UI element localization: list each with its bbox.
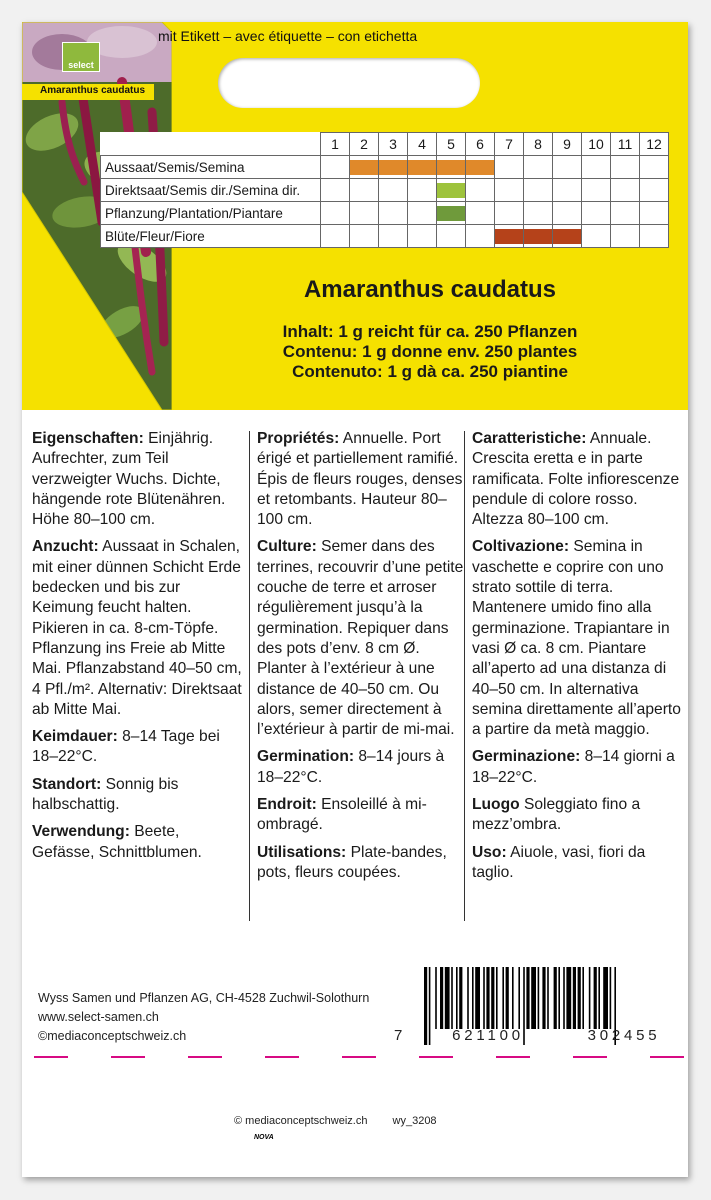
instruction-section xyxy=(257,429,471,530)
calendar-cell xyxy=(321,225,350,248)
company-address xyxy=(38,989,369,1046)
barcode-bar xyxy=(512,967,514,1029)
footer xyxy=(234,1115,459,1127)
perforation-dash xyxy=(188,1056,222,1058)
barcode-bar xyxy=(558,967,560,1029)
calendar-cell xyxy=(321,179,350,202)
month-1: 1 xyxy=(321,133,350,156)
section-heading: Anzucht: xyxy=(32,538,99,556)
perforation-dash xyxy=(496,1056,530,1058)
calendar-bar xyxy=(437,183,465,198)
calendar-cell xyxy=(437,225,466,248)
calendar-bar xyxy=(495,229,523,244)
contents-de: Inhalt: 1 g reicht für ca. 250 Pflanzen xyxy=(282,322,578,341)
section-text: Semina in vaschette e coprire con uno strato sottile di terra. Mantenere umido fino alla germinazione. Trapiantare in vasi Ø ca. 8 cm. Piantare all’aperto ad una distanza di 40–50 cm. In alternativa semina direttamente all’aperto a partire da metà maggio. xyxy=(472,538,681,739)
calendar-cell xyxy=(553,156,582,179)
section-text: Aiuole, vasi, fiori da taglio. xyxy=(472,843,646,881)
contents-info xyxy=(172,322,688,382)
section-text: Sonnig bis halbschattig. xyxy=(32,775,179,814)
calendar-cell xyxy=(524,179,553,202)
calendar-cell xyxy=(379,202,408,225)
calendar-cell xyxy=(582,202,611,225)
barcode-bar xyxy=(459,967,462,1029)
section-heading: Standort: xyxy=(32,775,102,793)
section-text: Annuelle. Port érigé et partiellement ramifié. Épis de fleurs rouges, denses et retombants. Hauteur 80–100 cm. xyxy=(257,430,463,529)
growing-calendar xyxy=(100,132,669,248)
perforation-dash xyxy=(111,1056,145,1058)
column-french xyxy=(257,429,471,890)
section-text: Semer dans des terrines, recouvrir d’une petite couche de terre et arroser régulièrement jusqu’à la germination. Repiquer dans des pots d’env. 8 cm Ø. Planter à l’extérieur à une distance de 40–50 cm. Ou alors, semer directement à l’extérieur à partir de mi-mai. xyxy=(257,538,464,739)
footer-copyright: © mediaconceptschweiz.ch xyxy=(234,1115,368,1127)
section-heading: Propriétés: xyxy=(257,430,340,447)
month-9: 9 xyxy=(553,133,582,156)
instruction-section xyxy=(472,429,686,530)
company-website: www.select-samen.ch xyxy=(38,1010,159,1024)
calendar-cell xyxy=(408,156,437,179)
calendar-cell xyxy=(640,156,669,179)
calendar-cell xyxy=(495,225,524,248)
instruction-section xyxy=(257,795,471,836)
barcode-bar xyxy=(598,967,600,1029)
month-10: 10 xyxy=(582,133,611,156)
calendar-cell xyxy=(640,202,669,225)
barcode-digit-first: 7 xyxy=(394,1027,403,1044)
section-heading: Verwendung: xyxy=(32,823,130,841)
section-text: 8–14 giorni a 18–22°C. xyxy=(472,748,675,786)
calendar-month-row xyxy=(101,133,669,156)
calendar-cell xyxy=(466,156,495,179)
instruction-section xyxy=(472,843,686,884)
column-divider xyxy=(464,431,465,921)
barcode-bar xyxy=(518,967,520,1029)
seed-packet-back xyxy=(22,22,688,1177)
calendar-cell xyxy=(437,156,466,179)
calendar-cell xyxy=(611,202,640,225)
calendar-cell xyxy=(611,156,640,179)
calendar-bar xyxy=(524,229,552,244)
section-heading: Luogo xyxy=(472,796,520,814)
instruction-section xyxy=(257,537,471,740)
calendar-cell xyxy=(524,156,553,179)
calendar-cell xyxy=(466,225,495,248)
month-12: 12 xyxy=(640,133,669,156)
barcode-bar xyxy=(554,967,557,1029)
barcode-bar xyxy=(475,967,480,1029)
calendar-row-label: Direktsaat/Semis dir./Semina dir. xyxy=(101,179,321,202)
section-text: Aussaat in Schalen, mit einer dünnen Schicht Erde bedecken und bis zur Keimung feucht halten. Pikieren in ca. 8-cm-Töpfe. Pflanzung ins Freie ab Mitte Mai. Pflanzabstand 40–50 cm, 4 Pfl./m². Alternativ: Direktsaat ab Mitte Mai. xyxy=(32,538,242,718)
calendar-cell xyxy=(466,202,495,225)
brand-logo-text: select xyxy=(68,60,94,70)
calendar-cell xyxy=(437,202,466,225)
calendar-cell xyxy=(553,202,582,225)
company-name: Wyss Samen und Pflanzen AG, CH-4528 Zuchwil-Solothurn xyxy=(38,991,370,1005)
calendar-cell xyxy=(321,202,350,225)
month-4: 4 xyxy=(408,133,437,156)
instruction-section xyxy=(32,822,246,863)
contents-it: Contenuto: 1 g dà ca. 250 piantine xyxy=(292,362,568,381)
hang-hole xyxy=(218,58,480,108)
perforation-dash xyxy=(573,1056,607,1058)
perforation-dash xyxy=(419,1056,453,1058)
calendar-cell xyxy=(611,179,640,202)
barcode-bar xyxy=(483,967,485,1029)
calendar-cell xyxy=(495,202,524,225)
calendar-cell xyxy=(582,156,611,179)
calendar-cell xyxy=(350,179,379,202)
calendar-cell xyxy=(495,156,524,179)
contents-fr: Contenu: 1 g donne env. 250 plantes xyxy=(282,342,578,361)
instruction-section xyxy=(257,747,471,788)
calendar-row-label: Pflanzung/Plantation/Piantare xyxy=(101,202,321,225)
calendar-cell xyxy=(408,179,437,202)
barcode-bar xyxy=(594,967,597,1029)
perforation-marks xyxy=(34,1056,674,1060)
calendar-cell xyxy=(582,225,611,248)
barcode-bar xyxy=(456,967,458,1029)
instruction-section xyxy=(32,537,246,720)
barcode-bar xyxy=(542,967,545,1029)
barcode-bar xyxy=(440,967,443,1029)
calendar-row-label: Blüte/Fleur/Fiore xyxy=(101,225,321,248)
calendar-cell xyxy=(495,179,524,202)
calendar-cell xyxy=(611,225,640,248)
month-5: 5 xyxy=(437,133,466,156)
section-heading: Coltivazione: xyxy=(472,538,570,556)
barcode-bar xyxy=(582,967,584,1029)
section-heading: Utilisations: xyxy=(257,843,347,861)
label-note: mit Etikett – avec étiquette – con etichetta xyxy=(158,28,418,44)
header-panel xyxy=(22,22,688,410)
month-3: 3 xyxy=(379,133,408,156)
calendar-bar xyxy=(553,229,581,244)
barcode-bar xyxy=(467,967,469,1029)
calendar-cell xyxy=(553,225,582,248)
calendar-row-planting xyxy=(101,202,669,225)
barcode-bar xyxy=(573,967,576,1029)
section-heading: Keimdauer: xyxy=(32,728,118,746)
instructions xyxy=(32,429,682,929)
section-heading: Culture: xyxy=(257,538,317,556)
barcode-bar xyxy=(603,967,608,1029)
perforation-dash xyxy=(342,1056,376,1058)
company-copyright: ©mediaconceptschweiz.ch xyxy=(38,1029,187,1043)
calendar-cell xyxy=(350,156,379,179)
barcode-bar xyxy=(435,967,437,1029)
barcode-bar xyxy=(491,967,494,1029)
column-german xyxy=(32,429,246,870)
section-text: Soleggiato fino a mezz’ombra. xyxy=(472,796,641,834)
month-6: 6 xyxy=(466,133,495,156)
barcode-bar xyxy=(566,967,571,1029)
instruction-section xyxy=(32,775,246,816)
barcode-digit-group-right: 302455 xyxy=(587,1027,661,1044)
instruction-section xyxy=(472,537,686,740)
calendar-bar xyxy=(379,160,407,175)
barcode-bar xyxy=(496,967,498,1029)
instruction-section xyxy=(32,727,246,768)
calendar-bar xyxy=(466,160,494,175)
calendar-cell xyxy=(379,225,408,248)
footer-code: wy_3208 xyxy=(392,1115,437,1127)
barcode-bar xyxy=(589,967,591,1029)
column-divider xyxy=(249,431,250,921)
month-7: 7 xyxy=(495,133,524,156)
barcode-bar xyxy=(610,967,612,1029)
section-text: 8–14 jours à 18–22°C. xyxy=(257,748,445,786)
barcode-bar xyxy=(531,967,536,1029)
calendar-cell xyxy=(350,225,379,248)
barcode-bar xyxy=(538,967,540,1029)
calendar-bar xyxy=(408,160,436,175)
calendar-cell xyxy=(437,179,466,202)
instruction-section xyxy=(472,795,686,836)
calendar-cell xyxy=(379,156,408,179)
calendar-bar xyxy=(437,160,465,175)
section-text: 8–14 Tage bei 18–22°C. xyxy=(32,728,220,766)
section-text: Einjährig. Aufrechter, zum Teil verzweigter Wuchs. Dichte, hängende rote Blütenähren. Höhe 80–100 cm. xyxy=(32,430,226,529)
month-8: 8 xyxy=(524,133,553,156)
section-text: Plate-bandes, pots, fleurs coupées. xyxy=(257,843,447,881)
instruction-section xyxy=(32,429,246,530)
calendar-cell xyxy=(640,225,669,248)
perforation-dash xyxy=(265,1056,299,1058)
section-heading: Germinazione: xyxy=(472,748,581,766)
calendar-row-direct-sowing xyxy=(101,179,669,202)
calendar-cell xyxy=(379,179,408,202)
calendar-cell xyxy=(582,179,611,202)
calendar-row-sowing xyxy=(101,156,669,179)
calendar-cell xyxy=(350,202,379,225)
section-heading: Endroit: xyxy=(257,796,317,814)
calendar-bar xyxy=(350,160,378,175)
brand-logo xyxy=(62,42,100,72)
calendar-cell xyxy=(408,225,437,248)
month-2: 2 xyxy=(350,133,379,156)
month-11: 11 xyxy=(611,133,640,156)
section-heading: Germination: xyxy=(257,748,355,766)
barcode-digits xyxy=(394,1027,688,1044)
section-heading: Eigenschaften: xyxy=(32,430,144,447)
calendar-cell xyxy=(466,179,495,202)
barcode-bar xyxy=(578,967,581,1029)
calendar-cell xyxy=(321,156,350,179)
perforation-dash xyxy=(650,1056,684,1058)
calendar-row-flowering xyxy=(101,225,669,248)
section-text: Beete, Gefässe, Schnittblumen. xyxy=(32,823,202,861)
barcode-bar xyxy=(526,967,529,1029)
product-title: Amaranthus caudatus xyxy=(303,276,557,303)
calendar-row-label: Aussaat/Semis/Semina xyxy=(101,156,321,179)
barcode-bar xyxy=(547,967,549,1029)
column-italian xyxy=(472,429,686,890)
calendar-cell xyxy=(408,202,437,225)
barcode-bar xyxy=(445,967,450,1029)
calendar-bar xyxy=(437,206,465,221)
instruction-section xyxy=(472,747,686,788)
barcode-bar xyxy=(486,967,489,1029)
barcode-bar xyxy=(472,967,474,1029)
instruction-section xyxy=(257,843,471,884)
calendar-cell xyxy=(640,179,669,202)
section-heading: Uso: xyxy=(472,843,507,861)
perforation-dash xyxy=(34,1056,68,1058)
section-text: Annuale. Crescita eretta e in parte ramificata. Folte infiorescenze pendule di colore rosso. Altezza 80–100 cm. xyxy=(472,430,680,529)
barcode-digit-group-left: 621100 xyxy=(452,1027,524,1044)
section-heading: Caratteristiche: xyxy=(472,430,587,447)
tag-plant-name: Amaranthus caudatus xyxy=(40,85,146,96)
barcode-bar xyxy=(451,967,453,1029)
calendar-cell xyxy=(524,225,553,248)
section-text: Ensoleillé à mi-ombragé. xyxy=(257,796,427,834)
calendar-cell xyxy=(553,179,582,202)
barcode-bar xyxy=(563,967,565,1029)
calendar-cell xyxy=(524,202,553,225)
barcode-bar xyxy=(502,967,504,1029)
barcode-bar xyxy=(506,967,509,1029)
printer-logo: NOVA xyxy=(254,1134,274,1141)
